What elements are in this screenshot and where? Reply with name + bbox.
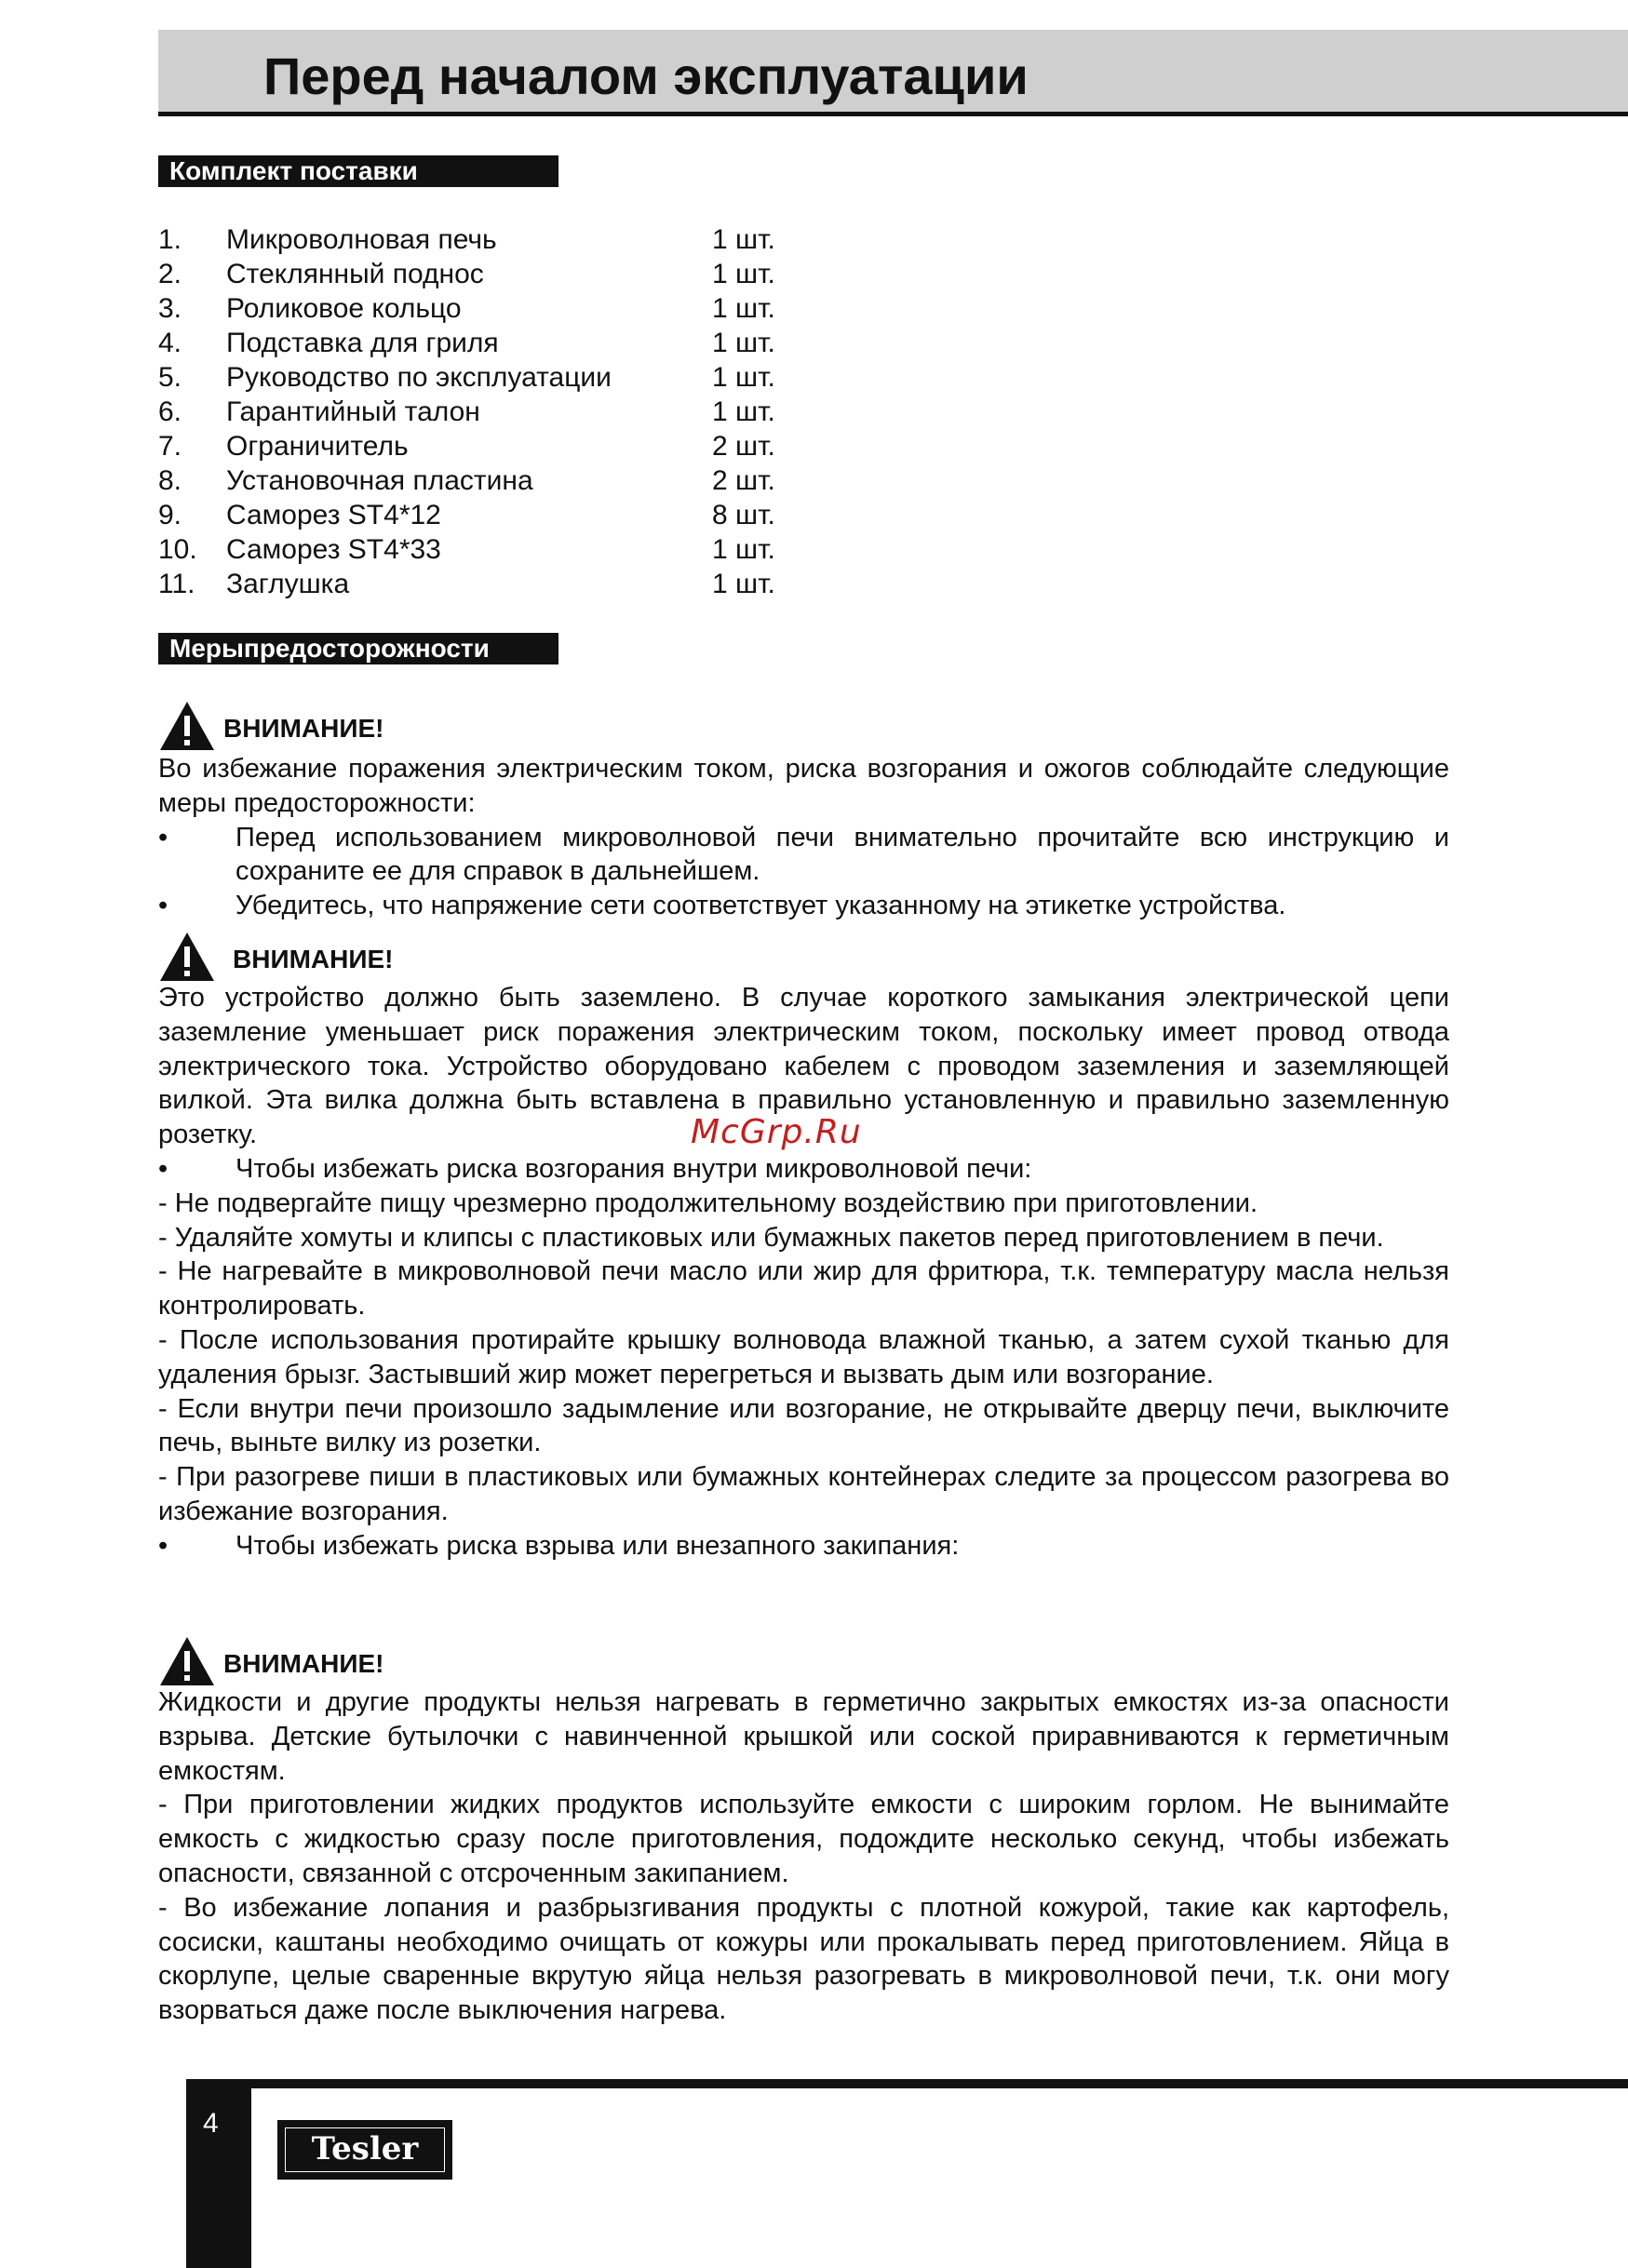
safety-intro-1: Во избежание поражения электрическим током, риска возгорания и ожогов соблюдайте следующие меры предосторожности:	[158, 754, 1449, 818]
bullet-item	[158, 821, 1449, 890]
kit-item-qty: 1 шт.	[712, 293, 775, 324]
dash-item: - Не подвергайте пищу чрезмерно продолжительному воздействию при приготовлении.	[158, 1188, 1258, 1218]
bullet-item	[158, 889, 1449, 923]
kit-list-item	[158, 257, 903, 291]
dash-item: - Во избежание лопания и разбрызгивания продукты с плотной кожурой, такие как картофель, сосиски, каштаны необходимо очищать от кожуры или прокалывать перед приготовлением. Яйца в скорлупе, целые сваренные вкрутую яйца нельзя разогревать в микроволновой печи, т.к. они могу взорваться даже после выключения нагрева.	[158, 1892, 1449, 2026]
warning-label: ВНИМАНИЕ!	[233, 945, 394, 973]
kit-list-item	[158, 567, 903, 601]
bullet-text: Убедитесь, что напряжение сети соответствует указанному на этикетке устройства.	[235, 891, 1286, 921]
kit-item-qty: 1 шт.	[712, 328, 775, 358]
dash-item: - Не нагревайте в микроволновой печи масло или жир для фритюра, т.к. температуру масла нельзя контролировать.	[158, 1256, 1449, 1322]
warning-label: ВНИМАНИЕ!	[223, 1649, 384, 1678]
kit-list-item	[158, 291, 903, 326]
kit-list-item	[158, 498, 903, 532]
kit-item-num: 8.	[158, 465, 182, 496]
safety-block-3	[158, 1685, 1449, 2028]
kit-item-qty: 2 шт.	[712, 431, 775, 462]
kit-item-name: Саморез ST4*12	[226, 500, 441, 530]
kit-item-qty: 1 шт.	[712, 534, 775, 565]
kit-item-qty: 1 шт.	[712, 396, 775, 427]
kit-item-num: 4.	[158, 328, 182, 358]
kit-item-qty: 1 шт.	[712, 569, 775, 599]
footer-rule	[186, 2079, 1628, 2088]
brand-logo-text: Tesler	[311, 2130, 419, 2167]
dash-item: - Если внутри печи произошло задымление или возгорание, не открывайте дверцу печи, выключите печь, выньте вилку из розетки.	[158, 1393, 1449, 1458]
kit-item-num: 1.	[158, 224, 182, 255]
safety-block-2	[158, 981, 1449, 1563]
kit-item-num: 11.	[158, 569, 195, 599]
kit-item-name: Стеклянный поднос	[226, 259, 484, 289]
warning-triangle-icon	[158, 1635, 216, 1687]
kit-item-num: 7.	[158, 431, 182, 462]
kit-item-num: 9.	[158, 500, 182, 530]
bullet-text: Чтобы избежать риска возгорания внутри микроволновой печи:	[235, 1153, 1032, 1184]
kit-item-num: 10.	[158, 534, 197, 565]
bullet-mark: •	[158, 1153, 168, 1184]
warning-label: ВНИМАНИЕ!	[223, 714, 384, 743]
kit-list-item	[158, 532, 903, 567]
bullet-text: Перед использованием микроволновой печи внимательно прочитайте всю инструкцию и сохраните ее для справок в дальнейшем.	[235, 822, 1449, 887]
safety-block-1	[158, 752, 1449, 923]
kit-section-heading: Комплект поставки	[158, 155, 558, 187]
kit-item-qty: 1 шт.	[712, 259, 775, 289]
kit-item-name: Установочная пластина	[226, 465, 533, 496]
kit-item-name: Микроволновая печь	[226, 224, 497, 255]
bullet-mark: •	[158, 1530, 168, 1561]
safety-section-heading: Мерыпредосторожности	[158, 633, 558, 664]
kit-item-name: Заглушка	[226, 569, 350, 599]
bullet-item	[158, 1529, 1449, 1563]
kit-list-item	[158, 360, 903, 395]
kit-item-name: Подставка для гриля	[226, 328, 499, 358]
dash-item: - При разогреве пиши в пластиковых или бумажных контейнерах следите за процессом разогрева во избежание возгорания.	[158, 1462, 1449, 1526]
safety-intro-2: Это устройство должно быть заземлено. В случае короткого замыкания электрической цепи заземление уменьшает риск поражения электрическим током, поскольку имеет провод отвода электрического тока. Устройство оборудовано кабелем с проводом заземления и заземляющей вилкой. Эта вилка должна быть вставлена в правильно установленную и правильно заземленную розетку.	[158, 983, 1449, 1150]
kit-item-qty: 8 шт.	[712, 500, 775, 530]
kit-item-name: Ограничитель	[226, 431, 409, 462]
kit-item-name: Саморез ST4*33	[226, 534, 441, 565]
kit-list-item	[158, 326, 903, 360]
kit-list	[158, 222, 903, 601]
kit-item-qty: 1 шт.	[712, 362, 775, 393]
footer-side-bar	[186, 2079, 251, 2268]
kit-item-num: 2.	[158, 259, 182, 289]
warning-triangle-icon	[158, 931, 216, 983]
bullet-mark: •	[158, 891, 168, 921]
dash-item: - Удаляйте хомуты и клипсы с пластиковых или бумажных пакетов перед приготовлением в печи.	[158, 1222, 1384, 1253]
kit-list-item	[158, 463, 903, 498]
kit-list-item	[158, 222, 903, 257]
dash-item: - При приготовлении жидких продуктов используйте емкости с широким горлом. Не вынимайте емкость с жидкостью сразу после приготовления, подождите несколько секунд, чтобы избежать опасности, связанной с отсроченным закипанием.	[158, 1790, 1449, 1888]
safety-intro-3: Жидкости и другие продукты нельзя нагревать в герметично закрытых емкостях из-за опасности взрыва. Детские бутылочки с навинченной крышкой или соской приравниваются к герметичным емкостям.	[158, 1687, 1449, 1786]
brand-logo	[279, 2122, 451, 2178]
kit-item-num: 5.	[158, 362, 182, 393]
dash-item: - После использования протирайте крышку волновода влажной тканью, а затем сухой тканью для удаления брызг. Застывший жир может перегреться и вызвать дым или возгорание.	[158, 1324, 1449, 1389]
kit-item-qty: 1 шт.	[712, 224, 775, 255]
bullet-item	[158, 1152, 1449, 1187]
kit-item-qty: 2 шт.	[712, 465, 775, 496]
kit-list-item	[158, 395, 903, 429]
kit-list-item	[158, 429, 903, 463]
kit-item-name: Роликовое кольцо	[226, 293, 462, 324]
kit-item-num: 6.	[158, 396, 182, 427]
kit-item-name: Руководство по эксплуатации	[226, 362, 612, 393]
kit-item-num: 3.	[158, 293, 182, 324]
watermark: McGrp.Ru	[691, 1113, 862, 1151]
bullet-mark: •	[158, 822, 168, 852]
warning-triangle-icon	[158, 700, 216, 752]
page-title: Перед началом эксплуатации	[263, 47, 1029, 105]
bullet-text: Чтобы избежать риска взрыва или внезапного закипания:	[235, 1530, 960, 1561]
page-number: 4	[203, 2108, 219, 2139]
kit-item-name: Гарантийный талон	[226, 396, 480, 427]
